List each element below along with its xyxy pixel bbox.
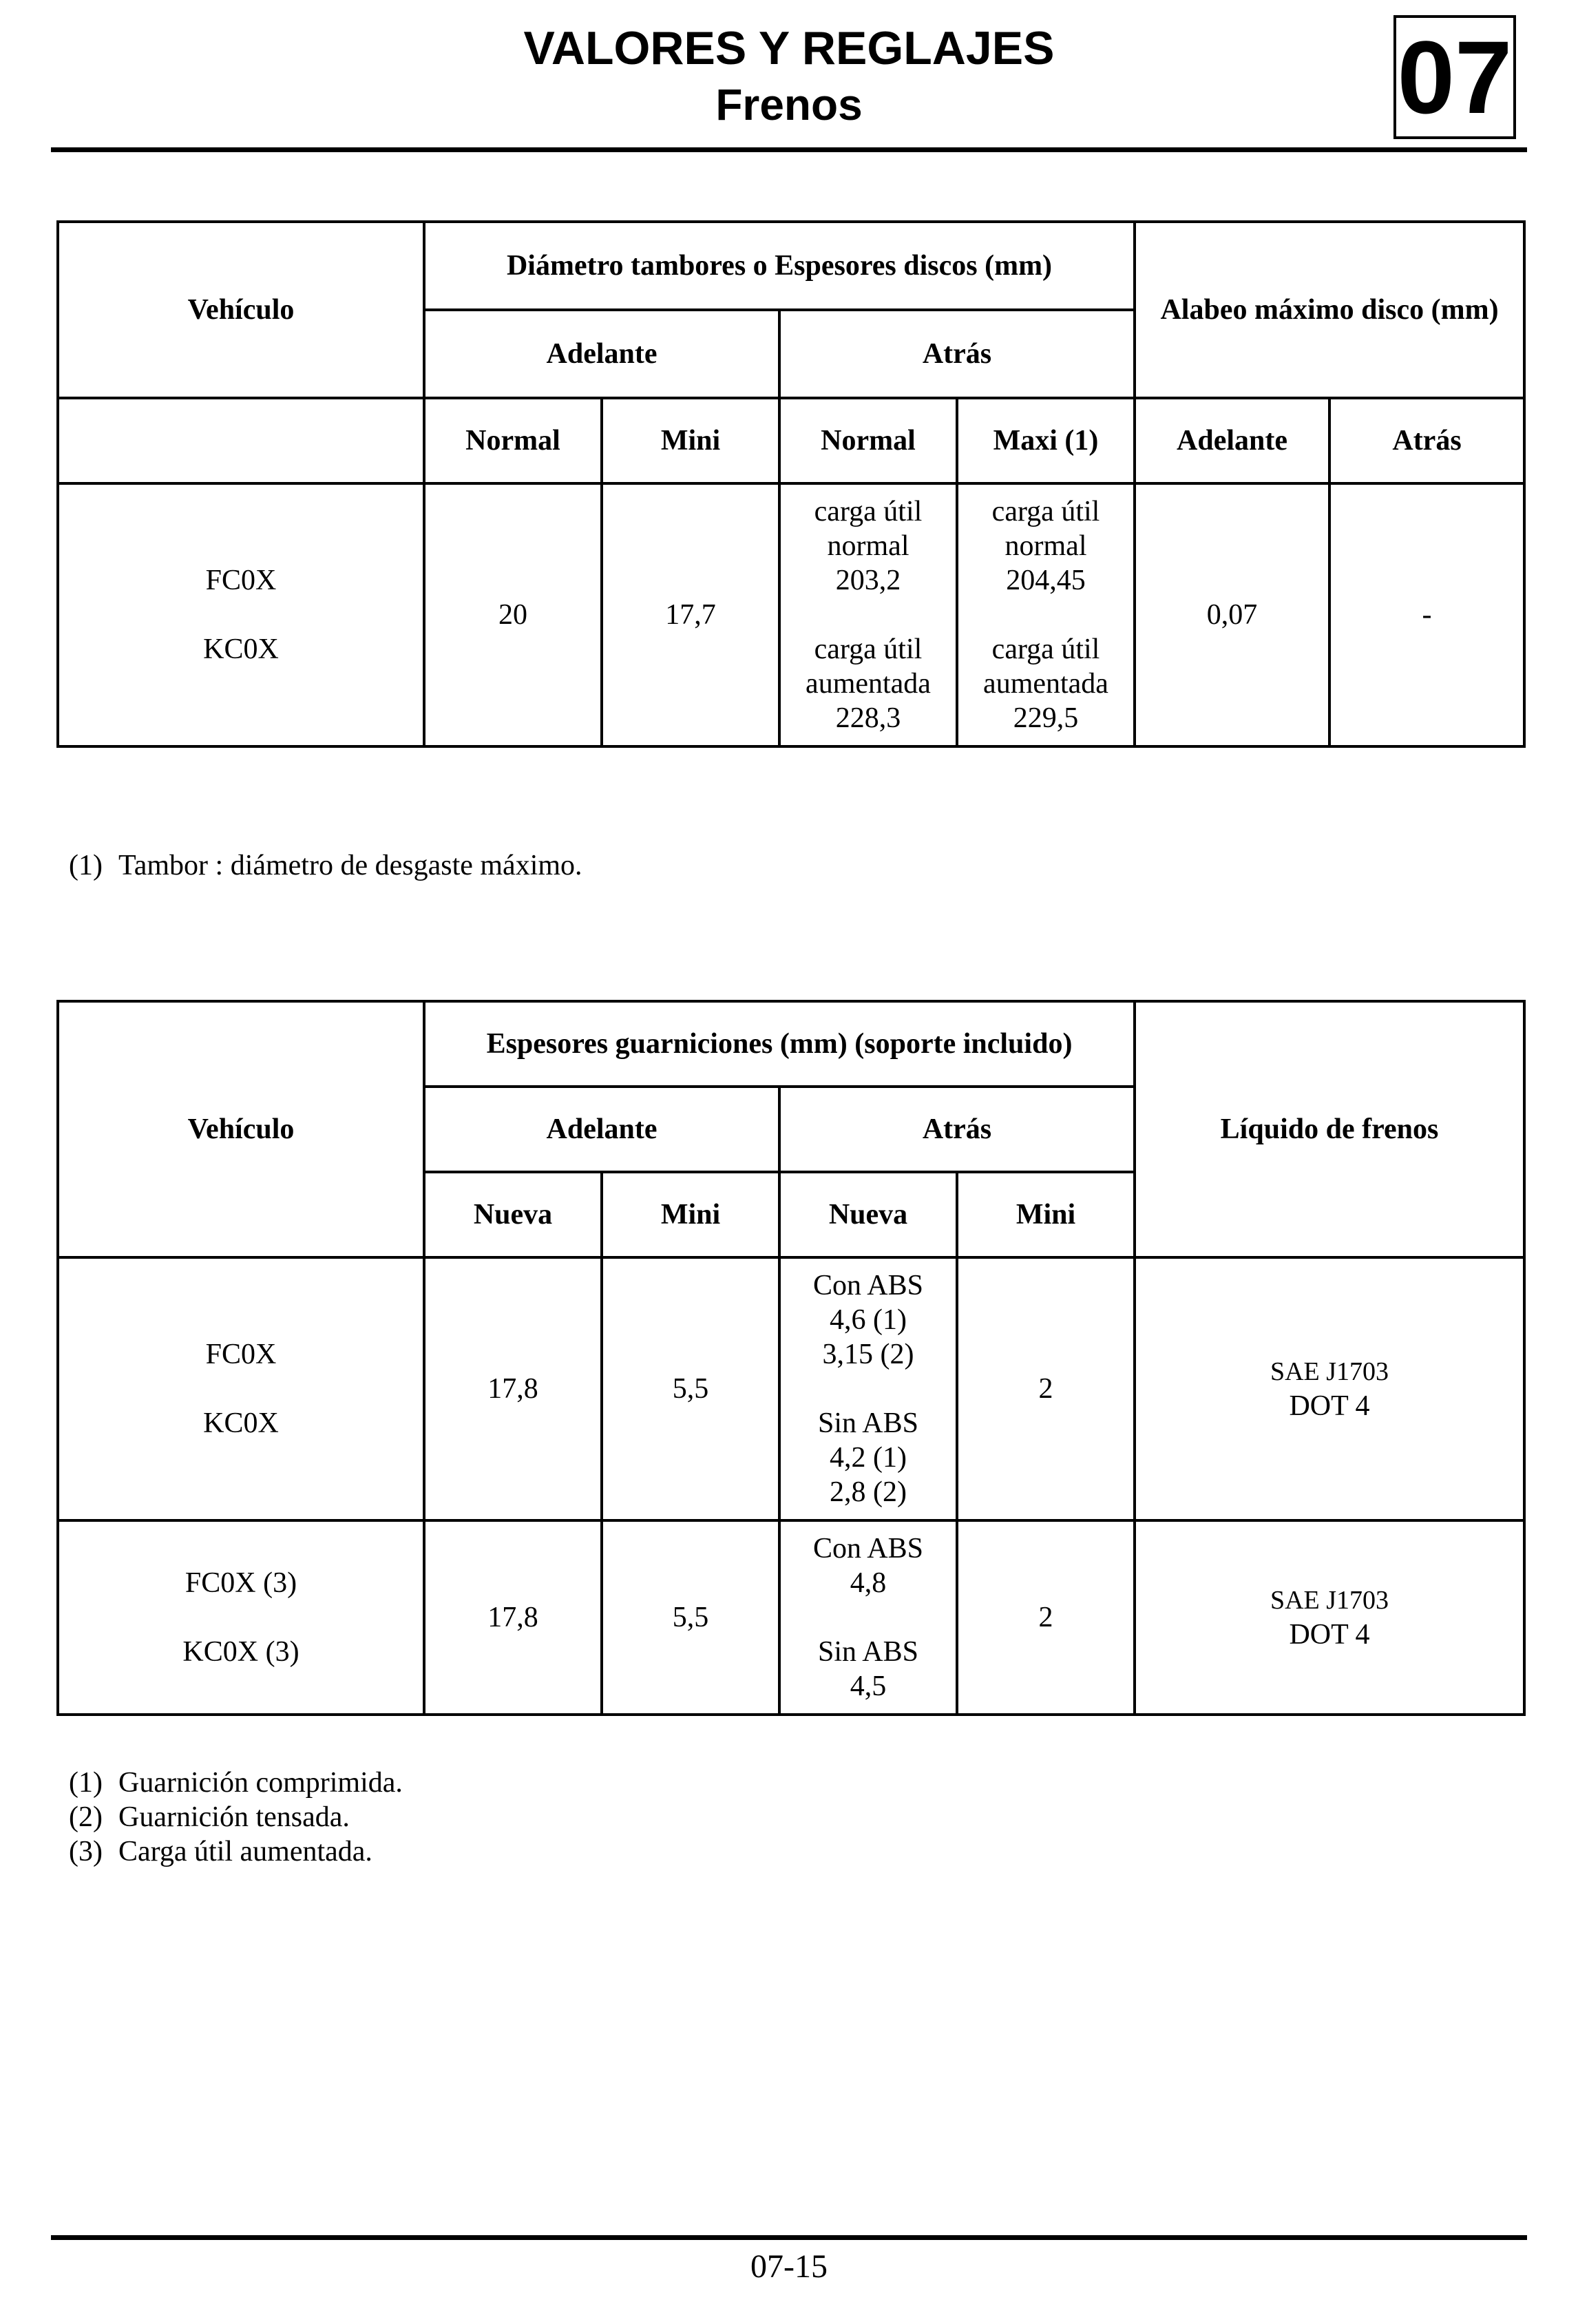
value-line: carga útil <box>814 634 923 665</box>
maxi-rear-header: Maxi (1) <box>957 398 1135 483</box>
runout-rear-value: - <box>1329 483 1524 746</box>
footnote-text: Guarnición comprimida. <box>118 1767 403 1799</box>
footnote-text: Carga útil aumentada. <box>118 1836 372 1867</box>
vehicle-code: FC0X <box>205 565 277 596</box>
mini-front-value: 17,7 <box>602 483 779 746</box>
footnote-text: Tambor : diámetro de desgaste máximo. <box>118 850 582 881</box>
vehicle-header: Vehículo <box>58 222 424 398</box>
new-rear-value <box>779 1520 957 1715</box>
page-subtitle: Frenos <box>715 80 863 129</box>
value-line: 3,15 (2) <box>822 1339 914 1370</box>
vehicle-code: KC0X (3) <box>182 1636 299 1668</box>
footnote-number: (1) <box>69 1767 103 1799</box>
blank-cell <box>58 398 424 483</box>
rear-header: Atrás <box>779 1087 1135 1172</box>
footer-rule <box>51 2235 1527 2240</box>
page-number: 07-15 <box>750 2248 828 2285</box>
runout-header: Alabeo máximo disco (mm) <box>1135 222 1524 398</box>
mini-front-header: Mini <box>602 1172 779 1257</box>
vehicle-code: FC0X <box>205 1339 277 1370</box>
value-line: carga útil <box>814 496 923 527</box>
value-line: 203,2 <box>835 565 901 596</box>
lining-table <box>56 1000 1526 1716</box>
value-line: 2,8 (2) <box>830 1476 907 1508</box>
maxi-rear-value <box>957 483 1135 746</box>
fluid-spec: SAE J1703 <box>1270 1586 1389 1615</box>
lining-group-header: Espesores guarniciones (mm) (soporte incluido) <box>424 1001 1135 1087</box>
front-header: Adelante <box>424 1087 779 1172</box>
value-line: carga útil <box>991 496 1100 527</box>
normal-rear-value <box>779 483 957 746</box>
footnote-number: (2) <box>69 1801 103 1833</box>
value-line: carga útil <box>991 634 1100 665</box>
brake-fluid-header: Líquido de frenos <box>1135 1001 1524 1257</box>
footnote <box>69 1800 350 1834</box>
value-line: Con ABS <box>813 1270 923 1301</box>
value-line: 228,3 <box>835 702 901 734</box>
page-title: VALORES Y REGLAJES <box>523 22 1055 74</box>
value-line: normal <box>827 530 909 562</box>
normal-front-value: 20 <box>424 483 602 746</box>
mini-rear-value: 2 <box>957 1520 1135 1715</box>
vehicle-code: KC0X <box>203 634 279 665</box>
vehicle-code: KC0X <box>203 1407 279 1439</box>
fluid-spec: SAE J1703 <box>1270 1357 1389 1386</box>
runout-front-header: Adelante <box>1135 398 1329 483</box>
value-line: 4,8 <box>850 1567 887 1599</box>
new-rear-header: Nueva <box>779 1172 957 1257</box>
vehicle-cell <box>58 1520 424 1715</box>
value-line: aumentada <box>806 668 931 700</box>
rear-header: Atrás <box>779 310 1135 398</box>
vehicle-code: FC0X (3) <box>185 1567 297 1599</box>
value-line: 4,6 (1) <box>830 1304 907 1336</box>
mini-front-value: 5,5 <box>602 1520 779 1715</box>
brake-fluid-value <box>1135 1257 1524 1520</box>
value-line: Con ABS <box>813 1533 923 1564</box>
value-line: Sin ABS <box>818 1407 918 1439</box>
runout-front-value: 0,07 <box>1135 483 1329 746</box>
footnote <box>69 1834 372 1869</box>
vehicle-cell <box>58 1257 424 1520</box>
footnote <box>69 848 582 883</box>
footnote-number: (3) <box>69 1836 103 1867</box>
front-header: Adelante <box>424 310 779 398</box>
runout-rear-header: Atrás <box>1329 398 1524 483</box>
mini-rear-header: Mini <box>957 1172 1135 1257</box>
new-front-value: 17,8 <box>424 1520 602 1715</box>
value-line: Sin ABS <box>818 1636 918 1668</box>
value-line: aumentada <box>983 668 1108 700</box>
header-rule <box>51 147 1527 152</box>
value-line: normal <box>1004 530 1087 562</box>
value-line: 204,45 <box>1006 565 1086 596</box>
footnote-text: Guarnición tensada. <box>118 1801 350 1833</box>
fluid-grade: DOT 4 <box>1289 1390 1370 1422</box>
brake-fluid-value <box>1135 1520 1524 1715</box>
value-line: 4,5 <box>850 1671 887 1702</box>
fluid-grade: DOT 4 <box>1289 1619 1370 1651</box>
mini-rear-value: 2 <box>957 1257 1135 1520</box>
footnote <box>69 1766 403 1800</box>
value-line: 4,2 (1) <box>830 1442 907 1474</box>
mini-front-value: 5,5 <box>602 1257 779 1520</box>
drum-disc-group-header: Diámetro tambores o Espesores discos (mm) <box>424 222 1135 310</box>
footnote-number: (1) <box>69 850 103 881</box>
vehicle-header: Vehículo <box>58 1001 424 1257</box>
normal-rear-header: Normal <box>779 398 957 483</box>
chapter-number-box: 07 <box>1393 15 1516 139</box>
drum-disc-table <box>56 220 1526 748</box>
normal-front-header: Normal <box>424 398 602 483</box>
vehicle-cell <box>58 483 424 746</box>
new-rear-value <box>779 1257 957 1520</box>
mini-front-header: Mini <box>602 398 779 483</box>
value-line: 229,5 <box>1013 702 1079 734</box>
new-front-header: Nueva <box>424 1172 602 1257</box>
new-front-value: 17,8 <box>424 1257 602 1520</box>
